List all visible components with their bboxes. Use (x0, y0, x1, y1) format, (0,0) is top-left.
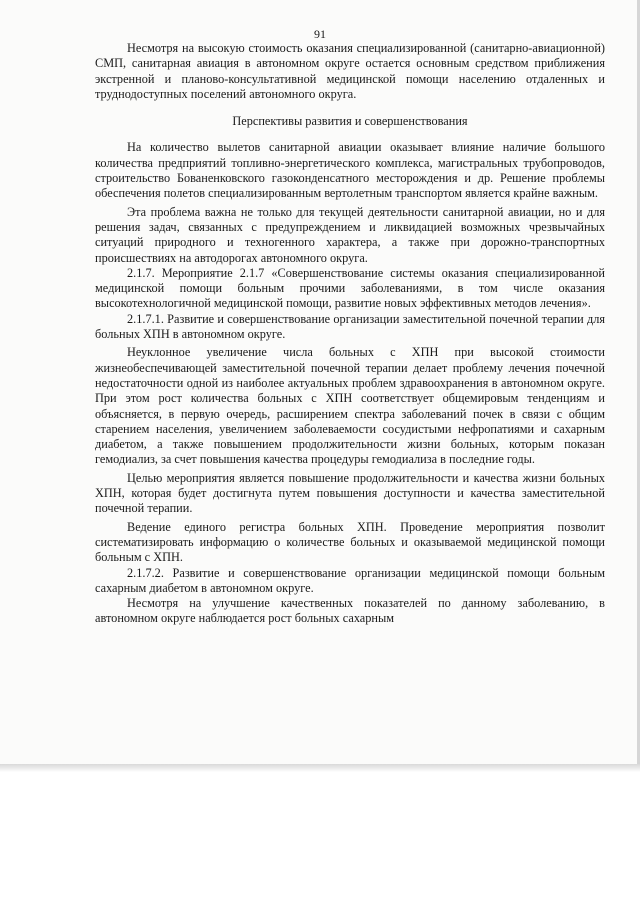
scan-bottom-edge (0, 764, 640, 772)
paragraph-chronic-renal-failure: Неуклонное увеличение числа больных с ХПН при высокой стоимости жизнеобеспечивающей заместительной почечной терапии делает проблему лечения почечной недостаточности одной из наиболее актуальных проблем здравоохранения в автономном округе. При этом рост количества больных с ХПН соответствует общемировым тенденциям и объясняется, в первую очередь, расширением спектра заболеваний почек в связи с общим старением населения, увеличением заболеваемости сосудистыми нефропатиями и сахарным диабетом, а также повышением продолжительности жизни больных, которым показан гемодиализ, за счет повышения качества процедуры гемодиализа в последние годы. (95, 345, 605, 467)
section-heading: Перспективы развития и совершенствования (232, 114, 468, 129)
paragraph-measure-2-1-7-2: 2.1.7.2. Развитие и совершенствование организации медицинской помощи больным сахарным диабетом в автономном округе. (95, 565, 605, 595)
paragraph-air-ambulance: Несмотря на высокую стоимость оказания специализированной (санитарно-авиационной) СМП, санитарная авиация в автономном округе остается основным средством приближения экстренной и планово-консультативной медицинской помощи населению отдаленных и труднодоступных поселений автономного округа. (95, 41, 605, 101)
paragraph-measure-2-1-7: 2.1.7. Мероприятие 2.1.7 «Совершенствование системы оказания специализированной медицинской помощи больным прочими заболеваниями, в том числе оказания высокотехнологичной медицинской помощи, развитие новых эффективных методов лечения». (95, 265, 605, 311)
paragraph-flights-factors: На количество вылетов санитарной авиации оказывает влияние наличие большого количества предприятий топливно-энергетического комплекса, магистральных трубопроводов, строительство Бованенковского газоконденсатного месторождения и др. Решение проблемы обеспечения полетов специализированным вертолетным транспортом является крайне важным. (95, 140, 605, 201)
document-body (95, 41, 605, 627)
paragraph-emergency-situations: Эта проблема важна не только для текущей деятельности санитарной авиации, но и для решения задач, связанных с предупреждением и ликвидацией возможных чрезвычайных ситуаций природного и техногенного характера, а также при дорожно-транспортных происшествиях на автодорогах автономного округа. (95, 204, 605, 265)
paragraph-registry: Ведение единого регистра больных ХПН. Проведение мероприятия позволит систематизировать информацию о количестве больных и оказываемой медицинской помощи больным с ХПН. (95, 519, 605, 565)
paragraph-measure-2-1-7-1: 2.1.7.1. Развитие и совершенствование организации заместительной почечной терапии для больных ХПН в автономном округе. (95, 311, 605, 342)
page-number: 91 (314, 27, 326, 41)
paragraph-diabetes: Несмотря на улучшение качественных показателей по данному заболеванию, в автономном округе наблюдается рост больных сахарным (95, 596, 605, 626)
paragraph-measure-goal: Целью мероприятия является повышение продолжительности и качества жизни больных ХПН, которая будет достигнута путем повышения доступности и качества заместительной почечной терапии. (95, 470, 605, 516)
